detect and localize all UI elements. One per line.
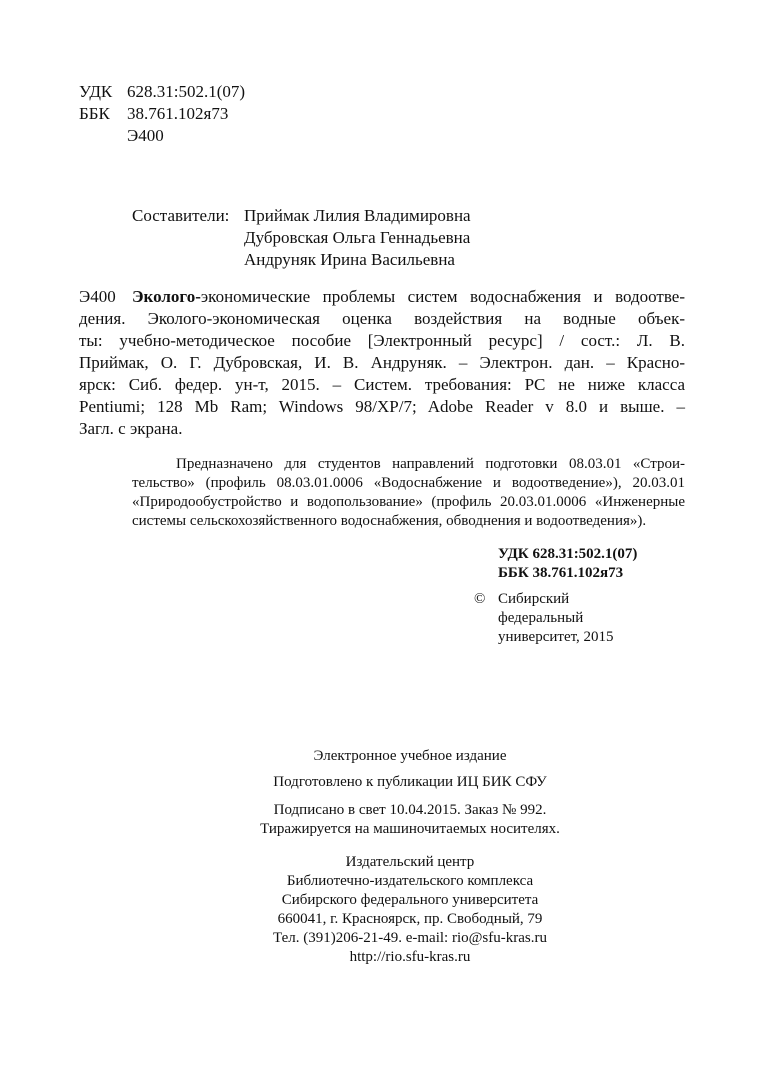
imprint-replicated: Тиражируется на машиночитаемых носителях.: [260, 821, 560, 837]
bibliographic-line: Эколого-экономические проблемы систем водоснабжения и водоотве-: [132, 287, 685, 306]
bbk-value: 38.761.102я73: [127, 104, 229, 123]
bibliographic-description: [132, 286, 685, 308]
imprint-prepared: Подготовлено к публикации ИЦ БИК СФУ: [273, 774, 547, 790]
annotation-line: системы сельскохозяйственного водоснабжения, обводнения и водоотведения»).: [132, 513, 647, 529]
bibliographic-line: ты: учебно-методическое пособие [Электронный ресурс] / сост.: Л. В.: [79, 331, 685, 350]
udk-bold: УДК 628.31:502.1(07): [498, 546, 638, 562]
publisher-website: http://rio.sfu-kras.ru: [349, 949, 471, 965]
bibliographic-line: Загл. с экрана.: [79, 419, 183, 438]
author-mark: Э400: [127, 126, 164, 145]
publisher-address: 660041, г. Красноярск, пр. Свободный, 79: [277, 911, 543, 927]
copyright-holder: [498, 590, 614, 647]
annotation-line: «Природообустройство и водопользование» (профиль 20.03.01.0006 «Инженерные: [132, 494, 685, 510]
imprint-edition: Электронное учебное издание: [313, 748, 507, 764]
bibliographic-line: Приймак, О. Г. Дубровская, И. В. Андруняк. – Электрон. дан. – Красно-: [79, 353, 685, 372]
copyright-line: Сибирский: [498, 591, 570, 607]
bbk-bold: ББК 38.761.102я73: [498, 565, 624, 581]
compiler-name: Приймак Лилия Владимировна: [244, 206, 471, 225]
title-bold: Эколого-: [132, 287, 201, 306]
copyright-line: федеральный: [498, 610, 584, 626]
publisher-line: Сибирского федерального университета: [281, 892, 539, 908]
bibliographic-body: [79, 308, 685, 440]
copyright-line: университет, 2015: [498, 629, 614, 645]
bibliographic-mark: Э400: [79, 287, 116, 306]
compilers-label: Составители:: [132, 206, 230, 225]
annotation-line: тельство» (профиль 08.03.01.0006 «Водоснабжение и водоотведение»), 20.03.01: [132, 475, 685, 491]
udk-value: 628.31:502.1(07): [127, 82, 246, 101]
udk-label: УДК: [79, 82, 113, 101]
bibliographic-line: дения. Эколого-экономическая оценка воздействия на водные объек-: [79, 309, 685, 328]
annotation-body: [132, 474, 685, 531]
compiler-name: Андруняк Ирина Васильевна: [244, 250, 455, 269]
publisher-line: Библиотечно-издательского комплекса: [286, 873, 534, 889]
compiler-name: Дубровская Ольга Геннадьевна: [244, 228, 471, 247]
bibliographic-line: ярск: Сиб. федер. ун-т, 2015. – Систем. требования: PC не ниже класса: [79, 375, 685, 394]
publisher-block: [0, 853, 764, 967]
copyright-symbol: ©: [474, 591, 486, 607]
annotation-line: Предназначено для студентов направлений подготовки 08.03.01 «Строи-: [176, 456, 685, 472]
bbk-label: ББК: [79, 104, 110, 123]
bibliographic-line: Pentiumi; 128 Mb Ram; Windows 98/XP/7; Adobe Reader v 8.0 и выше. –: [79, 397, 685, 416]
imprint-signed: Подписано в свет 10.04.2015. Заказ № 992.: [273, 802, 547, 818]
publisher-line: Издательский центр: [345, 854, 475, 870]
publisher-contact: Тел. (391)206-21-49. e-mail: rio@sfu-kras.ru: [273, 930, 547, 946]
annotation: [176, 455, 685, 474]
